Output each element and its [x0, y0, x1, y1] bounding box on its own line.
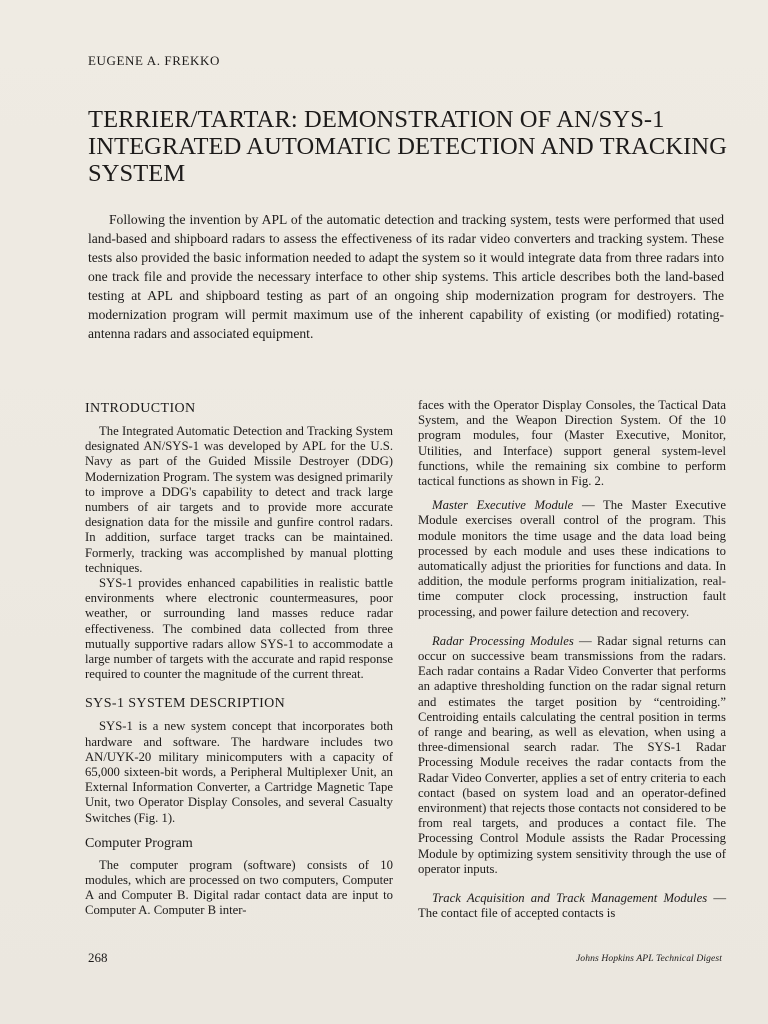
track-acquisition-text: — The contact file of accepted contacts is — [418, 891, 727, 921]
master-executive-runin: Master Executive Module — [432, 498, 574, 513]
master-executive-paragraph — [418, 498, 726, 620]
page-number: 268 — [88, 950, 108, 965]
abstract: Following the invention by APL of the automatic detection and tracking system, tests were performed that used land-based and shipboard radars to assess the effectiveness of its radar video converters and tracking system. These tests also provided the basic information needed to adapt the system so it would integrate data from three radars into one track file and provide the necessary interface to other ship systems. This article describes both the land-based testing at APL and shipboard testing as part of an ongoing ship modernization program for destroyers. The modernization program will permit maximum use of the inherent capability of existing (or modified) rotating-antenna radars and associated equipment. — [88, 212, 724, 341]
computer-program-paragraph: The computer program (software) consists of 10 modules, which are processed on two computers, Computer A and Computer B. Digital radar contact data are input to Computer A. Computer B inter- — [85, 857, 393, 918]
computer-program-heading: Computer Program — [85, 835, 193, 851]
radar-processing-paragraph — [418, 634, 726, 877]
track-acquisition-paragraph — [418, 891, 726, 921]
continuation-paragraph: faces with the Operator Display Consoles, the Tactical Data System, and the Weapon Direction System. Of the 10 program modules, four (Master Executive, Monitor, Utilities, and Interface) support general system-level functions, while the remaining six combine to perform tactical functions as shown in Fig. 2. — [418, 398, 726, 489]
radar-processing-runin: Radar Processing Modules — [432, 633, 574, 648]
system-description-heading: SYS-1 SYSTEM DESCRIPTION — [85, 696, 286, 712]
author-name: EUGENE A. FREKKO — [88, 53, 221, 68]
right-column — [418, 398, 726, 922]
track-acquisition-runin: Track Acquisition and Track Management Modules — [432, 891, 708, 906]
system-description-paragraph: SYS-1 is a new system concept that incorporates both hardware and software. The hardware includes two AN/UYK-20 military minicomputers with a capacity of 65,000 sixteen-bit words, a Peripheral Multiplexer Unit, an External Information Converter, a Cartridge Magnetic Tape Unit, two Operator Display Consoles, and several Casualty Switches (Fig. 1). — [85, 719, 393, 825]
master-executive-text: — The Master Executive Module exercises overall control of the program. This module monitors the time usage and the data load being processed by each module and uses these indications to automatically adjust the priorities for functions and data. In addition, the module performs program initialization, real-time computer clock processing, instruction fault processing, and power failure detection and recovery. — [418, 498, 726, 619]
introduction-heading: INTRODUCTION — [85, 401, 196, 416]
article-title: TERRIER/TARTAR: DEMONSTRATION OF AN/SYS-1 INTEGRATED AUTOMATIC DETECTION AND TRACKING SYSTEM — [88, 106, 728, 187]
introduction-paragraph-1: The Integrated Automatic Detection and Tracking System designated AN/SYS-1 was developed by APL for the U.S. Navy as part of the Guided Missile Destroyer (DDG) Modernization Program. The system was designed primarily to improve a DDG's capability to detect and track large numbers of air targets and to provide more accurate designation data for the missile and gunfire control radars. In addition, surface target tracks can be maintained. Formerly, tracking was accomplished by manual plotting techniques. — [85, 424, 393, 575]
introduction-paragraph-2: SYS-1 provides enhanced capabilities in realistic battle environments where electronic countermeasures, poor weather, or surrounding land masses reduce radar effectiveness. The combined data collected from three mutually supportive radars allow SYS-1 to accommodate a large number of targets with the accurate and rapid response required to counter the magnitude of the current threat. — [85, 576, 393, 682]
left-column — [85, 398, 393, 919]
journal-name: Johns Hopkins APL Technical Digest — [575, 953, 722, 964]
radar-processing-text: — Radar signal returns can occur on successive beam transmissions from the radars. Each radar contains a Radar Video Converter that performs an adaptive thresholding function on the radar signal return and estimates the target position by “centroiding.” Centroiding entails calculating the central position in terms of range and bearing, as well as elevation, when using a three-dimensional search radar. The SYS-1 Radar Processing Module receives the radar contacts from the Radar Video Converter, applies a set of entry criteria to each contact (based on system load and an operator-defined environment) that rejects those contacts not considered to be from real targets, and produces a contact file. The Processing Control Module assists the Radar Processing Module by optimizing system sensitivity through the use of operator inputs. — [418, 633, 726, 876]
